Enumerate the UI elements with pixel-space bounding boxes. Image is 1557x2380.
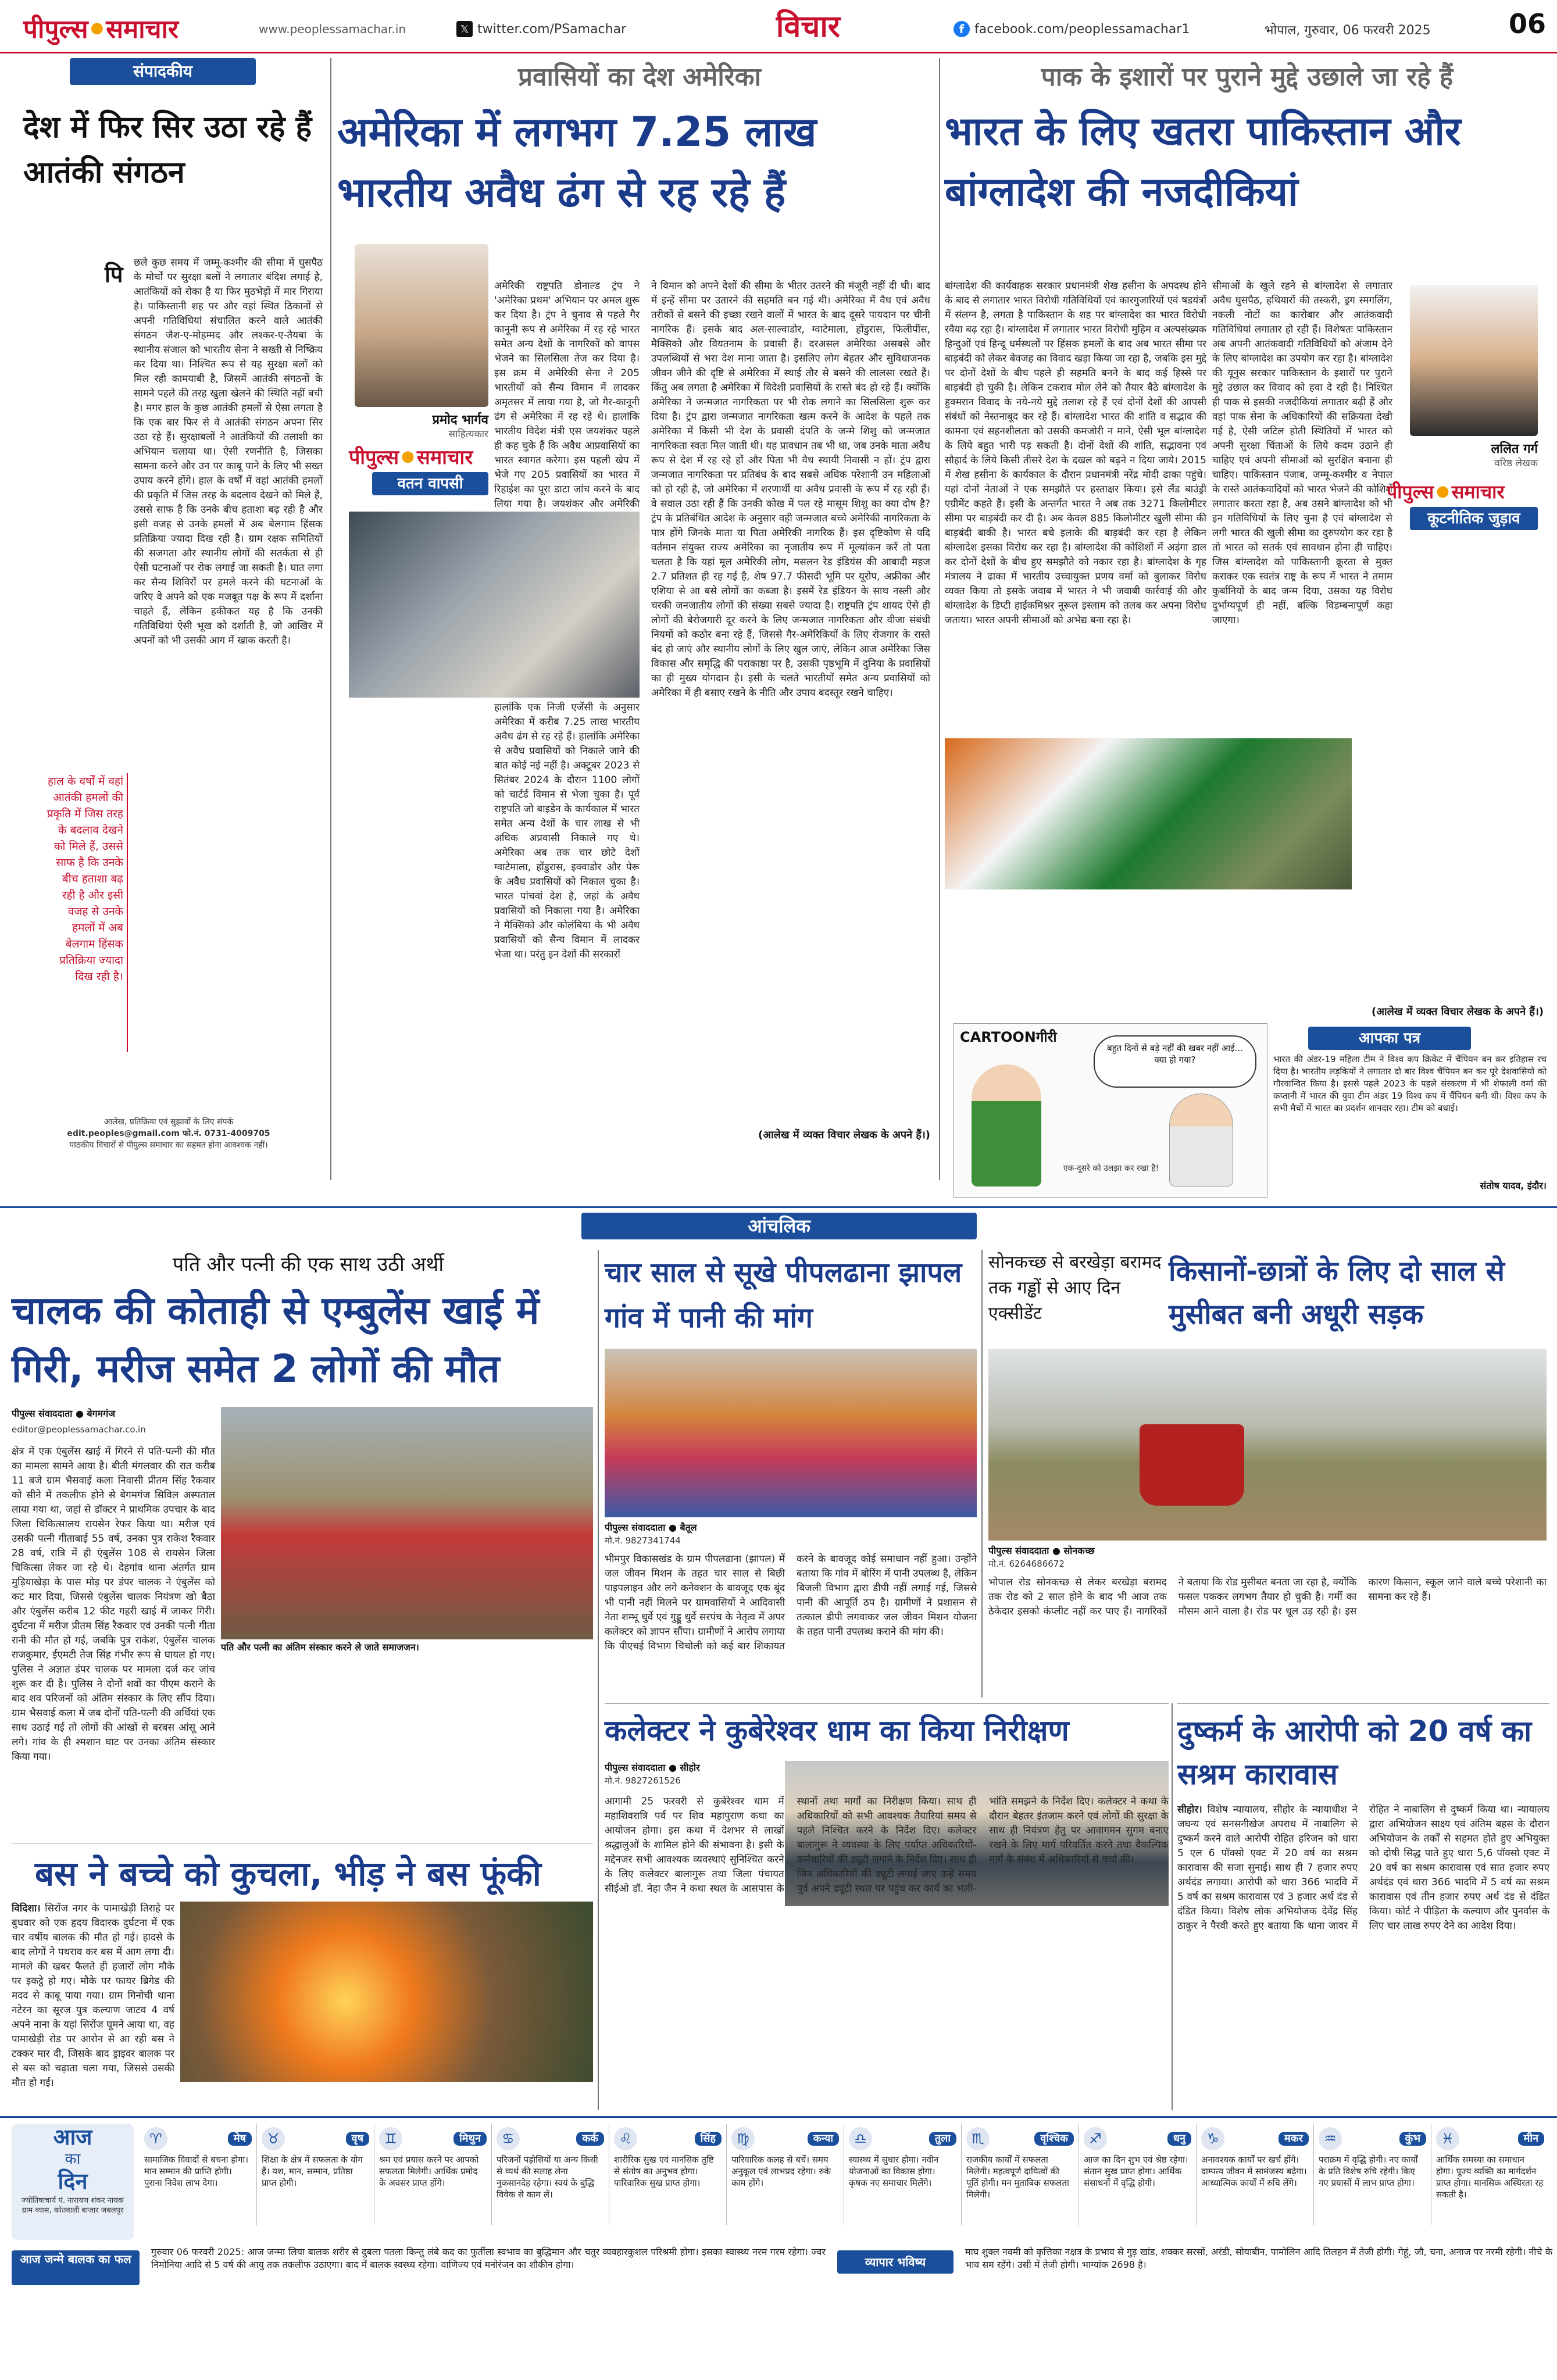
letter-title: आपका पत्र [1308,1027,1471,1050]
aries-icon: ♈ [144,2127,167,2150]
letter-box [1273,1023,1552,1198]
zodiac-meen[interactable] [1431,2124,1549,2225]
zodiac-name: मकर [1279,2132,1309,2146]
burning-bus-photo [180,1902,593,2082]
twitter-icon: 𝕏 [456,21,473,37]
cartoon-title: CARTOONगीरी [960,1029,1057,1045]
editorial-body: छले कुछ समय में जम्मू-कश्मीर की सीमा में घुसपैठ के मोर्चों पर सुरक्षा बलों ने लगातार बंदिश लगाई है, आतंकियों को रोका है या फिर मुठभेड़ों में मार गिराया है। पाकिस्तानी शह पर और वहां स्थित ठिकानों से अपनी गतिविधियां संचालित करने वाले आतंकी संगठन जैश-ए-मोहम्मद और लश्कर-ए-तैयबा के स्थानीय संजाल को भारतीय सेना ने सख्ती से निष्क्रिय कर दिया था। निश्चित रूप से यह सुरक्षा बलों को मिल रही कामयाबी है, जिसमें आतंकी संगठनों के सामने पहले की तरह खुला खेलने की स्थिति नहीं बची है। मगर हाल के कुछ आतंकी हमलों से ऐसा लगता है कि एक बार फिर से वे आतंकी संगठन अपना सिर उठा रहे हैं। सुरक्षाबलों ने आतंकियों की तलाशी का अभियान चलाया था। ऐसी रणनीति है, जिसका सामना करने और उन पर काबू पाने के लिए भी सख्त उपाय करने होंगे। हाल के वर्षों में वहां आतंकी हमलों की प्रकृति में जिस तरह के बदलाव देखने को मिले हैं, उससे साफ है कि उनके बीच हताशा बढ़ रही है और इसी वजह से उनके हमलों में अब बेलगाम हिंसक प्रतिक्रिया ज्यादा दिख रही है। ग्राम रक्षक समितियों की सजगता और स्थानीय लोगों की सतर्कता से ही ऐसी घटनाओं पर रोक लगाई जा सकती है। घात लगा कर सैन्य शिविरों पर हमले करने की घटनाओं के जरिए वे अपने को एक मजबूत पक्ष के रूप में दर्शाना चाहते हैं, लेकिन हकीकत यह है कि उनकी गतिविधियां ऐसी भूख को दर्शाती है, जो आखिर में अपनों को भी उसकी आग में खाक करती है। [134,257,323,646]
trade-forecast [837,2246,1552,2298]
ambulance-kicker: पति और पत्नी की एक साथ उठी अर्थी [172,1253,444,1276]
zodiac-name: वृष [346,2132,369,2146]
zodiac-mithun[interactable] [374,2124,492,2225]
ambulance-article [12,1250,593,1843]
trade-text: माघ शुक्ल नवमी को कृत्तिका नक्षत्र के प्रभाव से गुड़ खांड, शक्कर सरसों, अरंडी, सोयाबीन, पामोलिन आदि तिलहन में तेजी होगी। गेहूं, जौ, चना, अनाज पर नरमी रहेगी। नीचे के भाव सम रहेंगे। उसी में तेजी होगी। भाग्यांक 2698 है। [965,2246,1552,2270]
logo-text-left: पीपुल्स [23,15,88,44]
zodiac-name: वृश्चिक [1034,2132,1074,2146]
court-body [1177,1803,1549,2105]
today-title-2: का [65,2150,81,2168]
villagers-photo [605,1349,977,1517]
zodiac-name: तुला [929,2132,956,2146]
road-body: भोपाल रोड सोनकच्छ से लेकर बरखेड़ा बरामद तक रोड को 2 साल होने के बाद भी आज तक ठेकेदार इसको कंप्लीट नहीं कर पाए हैं। नागरिकों ने बताया कि रोड मुसीबत बनता जा रहा है, क्योंकि फसल पककर लगभग तैयार हो चुकी है। गर्मी का मौसम आने वाला है। रोड पर धूल उड़ रही है। इस कारण किसान, स्कूल जाने वाले बच्चे परेशानी का सामना कर रहे हैं। [988,1577,1547,1617]
zodiac-text: शारीरिक सुख एवं मानसिक तुष्टि से संतोष का अनुभव होगा। पारिवारिक सुख प्राप्त होगा। [614,2154,714,2188]
website-link[interactable]: www.peoplessamachar.in [259,22,406,36]
bus-dateline: विदिशा। [12,1903,41,1914]
editorial-dropcap: पि [105,262,123,287]
zodiac-mesh[interactable] [140,2124,257,2225]
airport-photo [349,512,640,698]
collector-body: आगामी 25 फरवरी से कुबेरेश्वर धाम में महाशिवरात्रि पर्व पर शिव महापुराण कथा का आयोजन होगा। इस कथा में देशभर से लाखों श्रद्धालुओं के शामिल होने की संभावना है। इसी के मद्देनजर सभी आवश्यक व्यवस्थाएं सुनिश्चित करने के लिए कलेक्टर बालागुरू तथा जिला पंचायत सीईओ डॉ. नेहा जैन ने कथा स्थल के आसपास के स्थानों तथा मार्गों का निरीक्षण किया। साथ ही अधिकारियों को सभी आवश्यक तैयारियां समय से पहले निश्चित करने के निर्देश दिए। कलेक्टर बालागुरू ने व्यवस्था के लिए पर्याप्त अधिकारियों-कर्मचारियों की ड्यूटी लगाने के निर्देश दिए। साथ ही जिन अधिकारियों की ड्यूटी लगाई जाए उन्हें समय पूर्व अपने ड्यूटी स्थल पर पहुंच कर कार्य का भली-भांति समझने के निर्देश दिए। कलेक्टर ने कथा के दौरान बेहतर इंतजाम करने एवं लोगों की सुरक्षा के साथ ही नियंत्रण हेतु पर आवागमन सुगम बनाए रखने के लिए मार्ग परिवर्तित करने तथा वैकल्पिक मार्ग के संबंध में अधिकारियों से चर्चा की। [605,1796,1169,1895]
zodiac-tula[interactable] [844,2124,962,2225]
zodiac-text: अनावश्यक कार्यों पर खर्च होंगे। दाम्पत्य जीवन में सामंजस्य बढ़ेगा। आध्यात्मिक कार्यों में रुचि लेंगे। [1201,2154,1307,2188]
logo-text-right: समाचार [106,15,178,44]
zodiac-name: मिथुन [453,2132,487,2146]
tractor-photo [988,1349,1547,1541]
bus-text: सिरोंज नगर के पामाखेड़ी तिराहे पर बुधवार को एक हृदय विदारक दुर्घटना में एक चार वर्षीय बालक की मौत हो गई। हादसे के बाद लोगों ने पथराव कर बस में आग लगा दी। मामले की खबर फैलते ही हजारों लोग मौके पर इकट्ठे हो गए। मौके पर फायर ब्रिगेड की मदद से काबू पाया गया। ग्राम गिनोची थाना नटेरन का सूरज पुत्र कल्याण जाटव 4 वर्ष अपने नाना के यहां सिरोंज घूमने आया था, वह पामाखेड़ी रोड पर आरोन से आ रही बस ने टक्कर मार दी, जिसके बाद ड्राइवर बालक पर से बस को चढ़ाता चला गया, जिससे उसकी मौत हो गई। [12,1903,175,2089]
pak-footer: (आलेख में व्यक्त विचार लेखक के अपने हैं।) [1372,1006,1544,1018]
today-title-3: दिन [58,2168,88,2194]
author-photo-lalit [1410,285,1538,436]
letter-body: भारत की अंडर-19 महिला टीम ने विश्व कप क्रिकेट में चैंपियन बन कर इतिहास रच दिया है। भारतीय लड़कियों ने लगातार दो बार विश्व चैंपियन बन कर पूरे देशवासियों को गौरवान्वित किया है। इससे पहले 2023 के पहले संस्करण में भी शेफाली वर्मा की कप्तानी में भारत की युवा टीम अंडर 19 विश्व कप में चैंपियन बनी थी। विश्व कप के सभी मैचों में भारत का प्रदर्शन शानदार रहा। टीम को बधाई। [1273,1054,1547,1113]
author-photo-pramod [355,244,488,407]
collector-byline: पीपुल्स संवाददाता ● सीहोर [605,1762,700,1773]
aquarius-icon: ♒ [1319,2127,1342,2150]
water-byline: पीपुल्स संवाददाता ● बैतूल [605,1522,697,1533]
court-dateline: सीहोर। [1177,1804,1202,1816]
zodiac-name: कर्क [576,2132,604,2146]
regional-banner [0,1206,1557,1241]
water-phone: मो.नं. 9827341744 [605,1535,681,1546]
zodiac-vrishchik[interactable] [962,2124,1079,2225]
zodiac-text: परिजनों पड़ोसियों या अन्य किसी से व्यर्थ की सलाह लेना नुकसानदेह रहेगा। स्वयं के बुद्धि विवेक से काम लें। [497,2154,598,2200]
zodiac-text: आज का दिन शुभ एवं श्रेष्ठ रहेगा। संतान सुख प्राप्त होगा। आर्थिक संसाधनों में वृद्धि होगी। [1084,2154,1188,2188]
zodiac-kumbh[interactable] [1314,2124,1431,2225]
today-box [12,2124,134,2240]
zodiac-singh[interactable] [609,2124,727,2225]
born-label: आज जन्मे बालक का फल [12,2250,140,2285]
section-title: विचार [776,9,841,44]
zodiac-text: सामाजिक विवादों से बचना होगा। मान सम्मान की प्राप्ति होगी। पुराना निवेश लाभ देगा। [144,2154,249,2188]
court-article [1177,1703,1549,2110]
today-title-1: आज [53,2124,92,2150]
zodiac-name: कन्या [808,2132,839,2146]
cartoon-box [954,1023,1267,1198]
pak-article [945,58,1549,1023]
america-kicker: प्रवासियों का देश अमेरिका [518,62,761,92]
editorial-footer [12,1116,326,1151]
pak-tag: कूटनीतिक जुड़ाव [1410,507,1538,530]
america-headline: अमेरिका में लगभग 7.25 लाख भारतीय अवैध ढंग से रह रहे हैं [337,108,817,216]
water-headline: चार साल से सूखे पीपलढाना झापल गांव में पानी की मांग [605,1256,962,1334]
born-text: गुरुवार 06 फरवरी 2025: आज जन्मा लिया बालक शरीर से दुबला पतला किन्तु लंबे कद का फुर्तीला स्वभाव का बुद्धिमान और चतुर व्यवहारकुशल परिश्रमी होगा। इसका स्वास्थ्य नरम गरम रहेगा। ज्वर निमोनिया आदि से 5 वर्ष की आयु तक तकलीफ उठाएगा। बाद में बालक स्वस्थ्य रहेगा। वाणिज्य एवं मनोरंजन का शौकीन होगा। [151,2246,826,2270]
capricorn-icon: ♑ [1201,2127,1224,2150]
zodiac-dhanu[interactable] [1079,2124,1197,2225]
road-byline: पीपुल्स संवाददाता ● सोनकच्छ [988,1545,1095,1556]
water-article [605,1250,977,1698]
bus-body [12,1902,174,2111]
cartoon-figure2-icon [1169,1093,1233,1187]
road-article [988,1250,1547,1698]
america-col1: अमेरिकी राष्ट्रपति डोनाल्ड ट्रंप ने 'अमेरिका प्रथम' अभियान पर अमल शुरू कर दिया है। ट्रंप ने चुनाव से पहले गैर कानूनी रूप से अमेरिका में रह रहे भारत समेत अन्य देशों के नागरिकों को वापस भेजने का सिलसिला तेज कर दिया है। इस क्रम में अमेरिकी सेना ने 205 भारतीयों को सैन्य विमान में लादकर अमृतसर में लाया गया है, जो गैर-कानूनी ढंग से अमेरिका में रह रहे थे। हालांकि भारतीय विदेश मंत्री एस जयशंकर पहले ही कह चुके हैं कि अवैध आप्रवासियों का भारत स्वागत करेगा। इस पहली खेप में भेजे गए 205 प्रवासियों का भारत में रिहाईश का पूरा डाटा जांच करने के बाद लिया गया है। जयशंकर और अमेरिकी हालांकि एक निजी एजेंसी के अनुसार अमेरिका में करीब 7.25 लाख भारतीय अवैध ढंग से रह रहे हैं। हालांकि अमेरिका से अवैध प्रवासियों को निकाले जाने की बात कोई नई नहीं है। अक्टूबर 2023 से सितंबर 2024 के दौरान 1100 लोगों को चार्टर्ड विमान से भेजा चुका है। पूर्व राष्ट्रपति जो बाइडेन के कार्यकाल में भारत समेत अन्य देशों के चार लाख से भी अधिक अप्रवासी निकाले गए थे। अमेरिका अब तक चार छोटे देशों ग्वाटेमाला, होंडुरास, इक्वाडोर और पेरू के अवैध प्रवासियों को निकाल चुका है। भारत पांचवां देश है, जहां के अवैध प्रवासियों को निकाला गया है। अमेरिका ने मैक्सिको और कोलंबिया के भी अवैध प्रवासियों को सैन्य विमान में लादकर भेजा था। परंतु इन देशों की सरकारों [494,280,640,960]
pak-kicker: पाक के इशारों पर पुराने मुद्दे उछाले जा रहे हैं [1041,62,1454,92]
ambulance-headline: चालक की कोताही से एम्बुलेंस खाई में गिरी, मरीज समेत 2 लोगों की मौत [12,1288,540,1391]
virgo-icon: ♍ [731,2127,755,2150]
zodiac-name: धनु [1167,2132,1191,2146]
facebook-icon: f [954,21,970,37]
editorial-tag: संपादकीय [70,58,256,85]
leo-icon: ♌ [614,2127,637,2150]
zodiac-name: मेष [228,2132,252,2146]
ambulance-email[interactable]: editor@peoplessamachar.co.in [12,1424,146,1435]
author-name-lalit: ललित गर्ग [1491,442,1538,456]
road-headline: किसानों-छात्रों के लिए दो साल से मुसीबत बनी अधूरी सड़क [1169,1255,1505,1331]
collector-phone: मो.नं. 9827261526 [605,1775,681,1786]
zodiac-grid [140,2124,1552,2225]
pisces-icon: ♓ [1436,2127,1459,2150]
author-name-pramod: प्रमोद भार्गव [432,413,488,427]
regional-title: आंचलिक [581,1213,977,1239]
collector-headline: कलेक्टर ने कुबेरेश्वर धाम का किया निरीक्षण [605,1714,1069,1748]
ambulance-body: क्षेत्र में एक एंबुलेंस खाई में गिरने से पति-पत्नी की मौत का मामला सामने आया है। बीती मंगलवार की रात करीब 11 बजे ग्राम भैसवाई कला निवासी प्रीतम सिंह रैकवार को सीने में तकलीफ होने से बेगमगंज सिविल अस्पताल लाया गया था, जहां से डॉक्टर ने प्राथमिक उपचार के बाद जिला चिकित्सालय रायसेन रेफर किया था। मरीज एवं उसकी पत्नी गीताबाई 55 वर्ष, उनका पुत्र राकेश रैकवार 28 वर्ष, रात्रि में ही एंबुलेंस 108 से रायसेन जिला चिकित्सा लेकर जा रहे थे। देहगांव थाना अंतर्गत ग्राम मुड़ियाखेड़ा के पास मोड़ पर डंपर चालक ने एंबुलेंस को कट मार दिया, जिससे एंबुलेंस चालक नियंत्रण खो बैठा और एंबुलेंस करीब 12 फीट गहरी खाई में जाकर गिरी। दुर्घटना में मरीज प्रीतम सिंह रैकवार एवं उनकी पत्नी गीता रानी की मौत हो गई, जबकि पुत्र राकेश, एंबुलेंस चालक राजकुमार, ईएमटी तेज सिंह गंभीर रूप से घायल हो गए। पुलिस ने अज्ञात डंपर चालक पर मामला दर्ज कर जांच शुरू कर दी है। पुलिस ने दोनों शवों का पीएम कराने के बाद शव परिजनों को अंतिम संस्कार के लिए सौंप दिया। ग्राम भैसवाई कला में जब दोनों पति-पत्नी की अर्थियां एक साथ उठाई गई तो लोगों की आंखों से बरबस आंसू आने लगे। गांव के ही श्मशान घाट पर उनका अंतिम संस्कार किया गया। [12,1446,215,1763]
america-tag: वतन वापसी [372,472,488,495]
footer-line-2[interactable]: edit.peoples@gmail.com फो.नं. 0731-4009705 [67,1129,270,1138]
america-col2: ने विमान को अपने देशों की सीमा के भीतर उतरने की मंजूरी नहीं दी थी। बाद में इन्हें सीमा पर उतारने की सहमति बन गई थी। अमेरिका में वैध एवं अवैध तरीकों से बसने की इच्छा रखने वालों में भारत के बाद दूसरे पायदान पर चीनी नागरिक हैं। इसके बाद अल-साल्वाडोर, ग्वाटेमाला, होंडुरास, फिलीपींस, मैक्सिको और वियतनाम के प्रवासी हैं। दरअसल अमेरिका असबसे और उपलब्धियों से भरा देश माना जाता है। इसलिए लोग बेहतर और सुविधाजनक जीवन जीने की दृष्टि से अमेरिका में स्थाई तौर से बसने की लालसा रखते हैं। किंतु अब लगता है अमेरिका में विदेशी प्रवासियों के रास्ते बंद हो रहे हैं। क्योंकि अमेरिका ने जन्मजात नागरिकता पर भी रोक लगाने का सिलसिला शुरू कर दिया है। ट्रंप द्वारा जन्मजात नागरिकता खत्म करने के आदेश के पहले तक अमेरिका में किसी भी देश के प्रवासी दंपति के जन्मे शिशु को जन्मजात नागरिकता स्वतः मिल जाती थी। यह प्रावधान तब भी था, जब उनके माता अवैध रूप से देश में रह रहे हों और पिता भी वैध स्थायी निवासी न हों। ट्रंप द्वारा जन्मजात नागरिकता पर प्रतिबंध के बाद सबसे अधिक परेशानी उन महिलाओं को हो रही है, जो अमेरिका में शरणार्थी या अवैध प्रवासी के रूप में रह रही हैं। वे सवाल उठा रही हैं कि उनकी कोख में पल रहे मासूम शिशु का क्या दोष है? ट्रंप के प्रतिबंधित आदेश के अनुसार वही जन्मजात बच्चे अमेरिकी नागरिकता के पात्र होंगे जिनके माता या पिता अमेरिकी नागरिक हैं। इस दृष्टिकोण से यदि वर्तमान संयुक्त राज्य अमेरिका का नृजातीय रूप में मूल्यांकन करें तो पता चलता है कि यहां मूल अमेरिकी लोग, मसलन रेड इंडियंस की आबादी महज 2.7 प्रतिशत ही रह गई है, शेष 97.7 फीसदी भूमि पर यूरोप, अफ्रीका और एशिया से आ बसे लोगों का कब्जा है। इसमें रेड इंडियन के साथ नस्ली और चरकी जनजातीय लोगों की संख्या सबसे ज्यादा है। राष्ट्रपति ट्रंप शायद ऐसे ही लोगों की बेरोजगारी दूर करने के लिए जन्मजात नागरिकता और वीजा संबंधी नियमों को कठोर बना रहे हैं, जिससे गैर-अमेरिकियों के लिए रोजगार के रास्ते बंद हो जाएं और स्थानीय लोगों के लिए खुल जाएं, लेकिन आज अमेरिका जिस विकास और समृद्धि की पराकाष्ठा पर है, उसकी पृष्ठभूमि में दुनिया के प्रवासियों का ही मुख्य योगदान है। इसी के चलते भारतीयों समेत अन्य प्रवासियों को अमेरिका में ही बसाए रखने के नीति और उपाय बदस्तूर रखने चाहिए। [651,280,930,699]
zodiac-text: राजकीय कार्यों में सफलता मिलेगी। महत्वपूर्ण दायित्वों की पूर्ति होगी। मन मुताबिक सफलता मिलेगी। [966,2154,1069,2200]
zodiac-text: स्वास्थ्य में सुधार होगा। नवीन योजनाओं का विकास होगा। कृषक नए समाचार मिलेंगे। [849,2154,939,2188]
zodiac-makar[interactable] [1197,2124,1314,2225]
peoples-logo-pak: पीपुल्स ● समाचार [1387,480,1505,503]
cartoon-figure-icon [972,1064,1041,1187]
gemini-icon: ♊ [379,2127,402,2150]
author-role-lalit: वरिष्ठ लेखक [1494,458,1538,469]
zodiac-vrish[interactable] [257,2124,374,2225]
author-role-pramod: साहित्यकार [448,428,488,440]
pak-headline: भारत के लिए खतरा पाकिस्तान और बांग्लादेश की नजदीकियां [945,109,1461,215]
cancer-icon: ♋ [497,2127,520,2150]
ambulance-byline: पीपुल्स संवाददाता ● बेगमगंज [12,1408,116,1419]
cartoon-caption: एक-दूसरे को उलझा कर रखा है! [1063,1164,1159,1173]
masthead-logo[interactable] [23,10,256,45]
zodiac-kark[interactable] [492,2124,609,2225]
funeral-photo [221,1407,593,1639]
america-footer: (आलेख में व्यक्त विचार लेखक के अपने हैं।) [758,1129,930,1141]
horoscope-strip [0,2116,1557,2380]
zodiac-kanya[interactable] [727,2124,844,2225]
facebook-link[interactable] [954,19,1221,40]
zodiac-name: सिंह [695,2132,722,2146]
road-kicker: सोनकच्छ से बरखेड़ा बरामद तक गड्ढों से आए दिन एक्सीडेंट [988,1252,1162,1324]
letter-sign: संतोष यादव, इंदौर। [1480,1180,1547,1191]
born-child [12,2246,826,2298]
editorial-headline: देश में फिर सिर उठा रहे हैं आतंकी संगठन [23,110,312,190]
zodiac-text: श्रम एवं प्रयास करने पर आपको सफलता मिलेगी। आर्थिक प्रमोद के अवसर प्राप्त होंगे। [379,2154,479,2188]
road-phone: मो.नं. 6264686672 [988,1559,1065,1569]
editorial-pullquote: हाल के वर्षों में वहां आतंकी हमलों की प्रकृति में जिस तरह के बदलाव देखने को मिले हैं, उससे साफ है कि उनके बीच हताशा बढ़ रही है और इसी वजह से उनके हमलों में अब बेलगाम हिंसक प्रतिक्रिया ज्यादा दिख रही है। [47,773,128,1052]
byline-place: बेगमगंज [87,1408,116,1419]
zodiac-name: मीन [1518,2132,1544,2146]
sagittarius-icon: ♐ [1084,2127,1107,2150]
bus-article [12,1843,593,2110]
footer-line-1: आलेख, प्रतिक्रिया एवं सुझावों के लिए संपर्क [103,1117,234,1127]
collector-article [605,1703,1169,2110]
scorpio-icon: ♏ [966,2127,990,2150]
page-number: 06 [1509,8,1547,40]
funeral-caption: पति और पत्नी का अंतिम संस्कार करने ले जाते समाजजन। [221,1641,593,1656]
editorial [12,58,326,1151]
zodiac-text: पारिवारिक कलह से बचें। समय अनुकूल एवं लाभप्रद रहेगा। रुके काम होंगे। [731,2154,831,2188]
america-col1-cont [349,703,640,1122]
peoples-logo-america: पीपुल्स ● समाचार [349,446,473,469]
cartoon-bubble: बहुत दिनों से बड़े नहीं की खबर नहीं आई... क्या हो गया? [1094,1035,1256,1088]
astrologer-credit: ज्योतिषाचार्य पं. नारायण शंकर नायक ग्राम व्यास, कोतवाली बाजार जबलपुर [22,2196,124,2215]
byline-label: पीपुल्स संवाददाता [12,1408,73,1419]
america-article [337,58,936,1180]
taurus-icon: ♉ [262,2127,285,2150]
logo-dot-icon: ● [90,19,104,37]
zodiac-text: पराक्रम में वृद्धि होगी। नए कार्यों के प्रति विशेष रुचि रहेगी। किए गए प्रयासों में लाभ प्राप्त होगा। [1319,2154,1418,2188]
pak-col1: बांग्लादेश की कार्यवाहक सरकार प्रधानमंत्री शेख हसीना के अपदस्थ होने के बाद से लगातार भारत विरोधी गतिविधियों एवं कारगुजारियों एवं षडयंत्रों में संलग्न है, लगता है पाकिस्तान के शह पर बांग्लादेश का भारत विरोधी रवैया बढ़ रहा है। बांग्लादेश में लगातार भारत विरोधी मुहिम व अल्पसंख्यक हिन्दुओं एवं हिन्दू धर्मस्थलों पर हिंसक हमलों के बाद अब भारत सीमा पर बाड़बंदी को लेकर बेवजह का विवाद खड़ा किया जा रहा है, जबकि इस मुद्दे पर दोनों देशों के बीच पहले ही सहमति बनने के बाद कई हिस्से पर बाड़बंदी हो चुकी है। लेकिन टकराव मोल लेने को तैयार बैठे बांग्लादेश के हुक्मरान विवाद के नये-नये मुद्दे तलाश रहे हैं एवं दोनों देशों की आपसी संबंधों को नेस्तनाबूद कर रहे हैं। बांग्लादेश भारत की शांति व सद्भाव की कामना एवं सहनशीलता को उसकी कमजोरी न माने, ऐसी भूल बांग्लादेश के लिये बहुत भारी पड़ सकती है। दोनों देशों की शांति, सद्भावना एवं सौहार्द के लिये किसी तीसरे देश के दखल को बढ़ने न दिया जाये। 2015 में शेख हसीना के कार्यकाल के दौरान प्रधानमंत्री नरेंद्र मोदी ढाका पहुंचे। यहां दोनों नेताओं ने एक समझौते पर हस्ताक्षर किया। इसे लैंड बाउंड्री एग्रीमेंट कहते हैं। इसी के अन्तर्गत भारत ने अब तक 3271 किलोमीटर सीमा पर बाड़बंदी कर दी है। अब केवल 885 किलोमीटर खुली सीमा की बाड़बंदी बाकी है। भारत बचे इलाके की बाड़बंदी कर रहा है लेकिन बांग्लादेश इसका विरोध कर रहा है। बांग्लादेश की कोशिशों में अड़ंगा डाल कर दोनों देशों के बीच हुए समझौते को नकार रहा है। बांग्लादेश के गृह मंत्रालय ने ढाका में भारतीय उच्चायुक्त प्रणय वर्मा को बुलाकर विरोध व्यक्त किया तो इसके जवाब में भारत ने भी जवाबी कार्रवाई की और बांग्लादेश के डिप्टी हाईकमिश्नर नूरूल इस्लाम को तलब कर अपना विरोध जताया। भारत अपनी सीमाओं को अभेद्य बना रहा है। [945,280,1206,626]
dateline: भोपाल, गुरुवार, 06 फरवरी 2025 [1265,23,1431,38]
zodiac-text: आर्थिक समस्या का समाधान होगा। पूज्य व्यक्ति का मार्गदर्शन प्राप्त होगा। मानसिक अस्थिरता रह सकती है। [1436,2154,1544,2200]
pak-col2: सीमाओं के खुले रहने से बांग्लादेश से लगातार अवैध घुसपैठ, हथियारों की तस्करी, ड्रग स्मगलिंग, नकली नोटों का कारोबार और आतंकवादी गतिविधियां लगातार हो रही हैं। विशेषतः पाकिस्तान अब अपनी आतंकवादी गतिविधियों को अंजाम देने के लिए बांग्लादेश का उपयोग कर रहा है। बांग्लादेश की यूनुस सरकार पाकिस्तान के इशारों पर पुराने मुद्दे उछाल कर विवाद को हवा दे रही है। निश्चित ही पाक से इसकी नजदीकियां लगातार बढ़ी हैं और वहां पाक सेना के अधिकारियों की सक्रियता देखी गई है, ऐसी जटिल होती स्थितियों में भारत को अपनी सुरक्षा चिंताओं के लिये कदम उठाने ही चाहिए एवं अपनी सीमाओं को सुरक्षित बनाना ही चाहिए। पाकिस्तान पंजाब, जम्मू-कश्मीर व नेपाल के रास्ते आतंकवादियों को भारत भेजने की कोशिशें लगातार करता रहा है, अब उसने बांग्लादेश को भी इन गतिविधियों के लिए चुना है एवं बांग्लादेश से लगी भारत की खुली सीमा का दुरुपयोग कर रहा है तो भारत को सतर्क एवं सावधान होना ही चाहिए। जिस बांग्लादेश को पाकिस्तानी क्रूरता से मुक्त कराकर एक स्वतंत्र राष्ट्र के रूप में भारत ने तमाम कुर्बानियों के बाद जन्म दिया, उसका यह विरोध दुर्भाग्यपूर्ण ही नहीं, बल्कि विडम्बनापूर्ण कहा जाएगा। [1212,280,1392,626]
tractor-icon [1140,1424,1244,1506]
court-headline: दुष्कर्म के आरोपी को 20 वर्ष का सश्रम कारावास [1177,1714,1532,1791]
twitter-handle: twitter.com/PSamachar [477,22,627,37]
trade-label: व्यापार भविष्य [837,2250,954,2274]
masthead [0,0,1557,53]
twitter-link[interactable] [456,19,677,40]
court-text: विशेष न्यायालय, सीहोर के न्यायाधीश ने जघन्य एवं सनसनीखेज अपराध में नाबालिग से दुष्कर्म करने वाले आरोपी रोहित हरिजन को धारा 5 एल 6 पॉक्सो एक्ट में 20 वर्ष का सश्रम कारावास की सजा सुनाई। साथ ही 7 हजार रुपए अर्थदंड लगाया। आरोपी को धारा 366 भादवि में 5 वर्ष का सश्रम कारावास एवं 3 हजार अर्थ दंड से दंडित किया। विशेष लोक अभियोजक देवेंद्र सिंह ठाकुर ने पैरवी करते हुए बताया कि थाना जावर में रोहित ने नाबालिग से दुष्कर्म किया था। न्यायालय द्वारा अभियोजन साक्ष्य एवं अंतिम बहस के दौरान अभियोजन के तर्कों से सहमत होते हुए अभियुक्त को दोषी सिद्ध पाते हुए धारा 5,6 पॉक्सो एक्ट में 20 वर्ष का सश्रम कारावास एवं सात हजार रुपए अर्थदंड एवं धारा 366 भादवि में 5 वर्ष का सश्रम कारावास एवं तीन हजार रुपए अर्थ दंड से दंडित किया। कोर्ट ने पीड़िता के कल्याण और पुनर्वास के लिए चार लाख रुपए देने का आदेश दिया। [1177,1804,1549,1932]
bus-headline: बस ने बच्चे को कुचला, भीड़ ने बस फूंकी [35,1854,541,1893]
libra-icon: ♎ [849,2127,872,2150]
footer-line-3: पाठकीय विचारों से पीपुल्स समाचार का सहमत होना आवश्यक नहीं। [69,1141,268,1150]
zodiac-text: शिक्षा के क्षेत्र में सफलता के योग हैं। यश, मान, सम्मान, प्रतिष्ठा प्राप्त होगी। [262,2154,363,2188]
facebook-handle: facebook.com/peoplessamachar1 [974,22,1190,37]
water-body: भीमपुर विकासखंड के ग्राम पीपलढाना (झापल) में जल जीवन मिशन के तहत चार साल से बिछी पाइपलाइन और लगे कनेक्शन के बावजूद एक बूंद भी पानी नहीं मिलने पर ग्रामवासियों ने आदिवासी नेता शम्भू धुर्वे एवं गुड्डू धुर्वे सरपंच के नेतृत्व में अपर कलेक्टर को ज्ञापन सौंपा। ग्रामीणों ने आरोप लगाया कि पीएचई विभाग चिचोली को कई बार शिकायत करने के बावजूद कोई समाधान नहीं हुआ। उन्होंने बताया कि गांव में बोरिंग में पानी उपलब्ध है, लेकिन बिजली विभाग द्वारा डीपी नहीं लगाई गई, जिससे पानी की आपूर्ति ठप है। ग्रामीणों ने प्रशासन से तत्काल डीपी लगवाकर जल जीवन मिशन योजना के तहत पानी उपलब्ध कराने की मांग की। [605,1553,977,1652]
zodiac-name: कुंभ [1399,2132,1426,2146]
